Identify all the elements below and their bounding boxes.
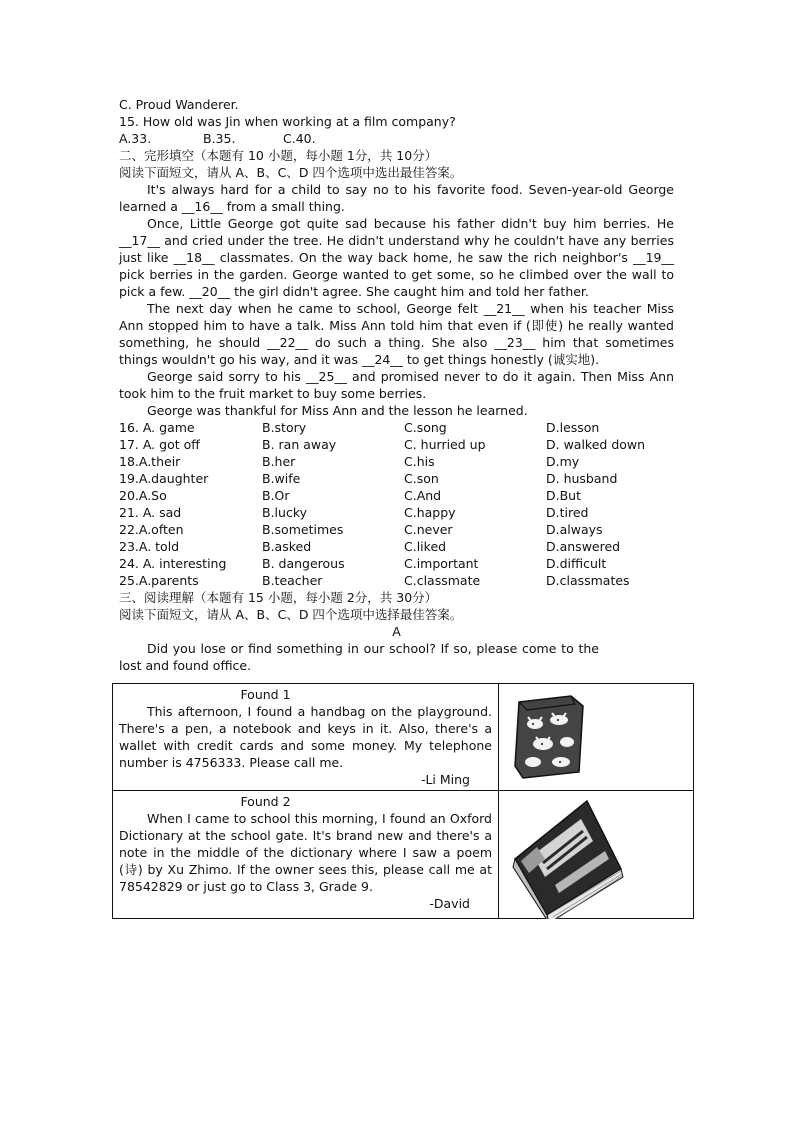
- handbag-icon: [499, 684, 693, 786]
- option-b: B. ran away: [262, 437, 337, 452]
- option-c: C.classmate: [404, 573, 481, 588]
- question-15: 15. How old was Jin when working at a film company?: [119, 114, 456, 129]
- option-row: [119, 521, 674, 538]
- found-2-signature: -David: [429, 896, 470, 911]
- passage-label: A: [392, 624, 401, 639]
- cloze-paragraph: Once, Little George got quite sad because his father didn't buy him berries. He __17__ and cried under the tree. He didn't understand why he couldn't have any berries just like __18__ classmates. On the way back home, he saw the rich neighbor's __19__ pick berries in the garden. George wanted to get some, so he climbed over the wall to pick a few. __20__ the girl didn't agree. She caught him and told her father.: [119, 216, 674, 299]
- option-a: 25.A.parents: [119, 573, 199, 588]
- document-page: [119, 96, 674, 674]
- option-row: [119, 470, 674, 487]
- option-c: C.important: [404, 556, 479, 571]
- passage-intro: Did you lose or find something in our school? If so, please come to the lost and found office.: [119, 641, 599, 673]
- option-c: C.And: [404, 488, 442, 503]
- cloze-options: [119, 419, 674, 589]
- option-a: 18.A.their: [119, 454, 181, 469]
- option-a: 22.A.often: [119, 522, 184, 537]
- option-d: D. walked down: [546, 437, 646, 452]
- option-d: D.answered: [546, 539, 621, 554]
- option-a: 20.A.So: [119, 488, 167, 503]
- section2-instruction: 阅读下面短文，请从 A、B、C、D 四个选项中选出最佳答案。: [119, 165, 463, 180]
- option-d: D.my: [546, 454, 580, 469]
- found-1-signature: -Li Ming: [420, 772, 470, 787]
- option-d: D.difficult: [546, 556, 607, 571]
- option-c-line: C. Proud Wanderer.: [119, 97, 239, 112]
- found-1-title: Found 1: [240, 687, 291, 702]
- option-a: 23.A. told: [119, 539, 180, 554]
- option-d: D.always: [546, 522, 603, 537]
- option-a: 21. A. sad: [119, 505, 182, 520]
- option-b: B.sometimes: [262, 522, 344, 537]
- found-1-text: This afternoon, I found a handbag on the playground. There's a pen, a notebook and keys in it. Also, there's a wallet with credit cards and some money. My telephone number is 4756333. Please call me.: [119, 704, 492, 770]
- option-a: 24. A. interesting: [119, 556, 227, 571]
- option-a: 17. A. got off: [119, 437, 200, 452]
- section2-heading: 二、完形填空（本题有 10 小题，每小题 1分，共 10分）: [119, 148, 438, 163]
- option-b: B. dangerous: [262, 556, 345, 571]
- option-a: 16. A. game: [119, 420, 195, 435]
- option-b: B.her: [262, 454, 296, 469]
- found-2-cell: [113, 791, 499, 919]
- found-row: [113, 791, 694, 919]
- found-2-title: Found 2: [240, 794, 291, 809]
- option-c: C. hurried up: [404, 437, 486, 452]
- option-row: [119, 436, 674, 453]
- q15-option-c: C.40.: [283, 131, 316, 146]
- option-d: D.tired: [546, 505, 589, 520]
- option-row: [119, 572, 674, 589]
- section3-instruction: 阅读下面短文，请从 A、B、C、D 四个选项中选择最佳答案。: [119, 607, 463, 622]
- option-d: D. husband: [546, 471, 618, 486]
- option-b: B.story: [262, 420, 307, 435]
- option-a: 19.A.daughter: [119, 471, 209, 486]
- option-c: C.his: [404, 454, 435, 469]
- option-row: [119, 487, 674, 504]
- option-d: D.But: [546, 488, 581, 503]
- option-row: [119, 555, 674, 572]
- q15-option-a: A.33.: [119, 131, 152, 146]
- cloze-paragraph: The next day when he came to school, George felt __21__ when his teacher Miss Ann stopped him to have a talk. Miss Ann told him that even if (即使) he really wanted something, he should __22__ do such a thing. She also __23__ him that sometimes things wouldn't go his way, and it was __24__ to get things honestly (诚实地).: [119, 301, 674, 367]
- option-c: C.song: [404, 420, 447, 435]
- option-c: C.son: [404, 471, 439, 486]
- section3-heading: 三、阅读理解（本题有 15 小题，每小题 2分，共 30分）: [119, 590, 438, 605]
- option-row: [119, 538, 674, 555]
- option-b: B.teacher: [262, 573, 323, 588]
- question-15-options: [119, 130, 674, 147]
- q15-option-b: B.35.: [203, 131, 236, 146]
- option-b: B.Or: [262, 488, 290, 503]
- cloze-paragraph: It's always hard for a child to say no to his favorite food. Seven-year-old George learned a __16__ from a small thing.: [119, 182, 674, 214]
- option-c: C.happy: [404, 505, 456, 520]
- option-b: B.asked: [262, 539, 312, 554]
- cloze-paragraph: George was thankful for Miss Ann and the lesson he learned.: [147, 403, 528, 418]
- option-row: [119, 453, 674, 470]
- found-2-picture-cell: [499, 791, 694, 919]
- option-b: B.lucky: [262, 505, 308, 520]
- found-1-cell: [113, 684, 499, 791]
- option-d: D.classmates: [546, 573, 630, 588]
- option-c: C.never: [404, 522, 453, 537]
- dictionary-icon: [499, 791, 693, 919]
- found-2-text: When I came to school this morning, I found an Oxford Dictionary at the school gate. It's brand new and there's a note in the middle of the dictionary where I saw a poem (诗) by Xu Zhimo. If the owner sees this, please call me at 78542829 or just go to Class 3, Grade 9.: [119, 811, 492, 894]
- found-1-picture-cell: [499, 684, 694, 791]
- lost-and-found-table: [112, 683, 694, 919]
- found-row: [113, 684, 694, 791]
- option-b: B.wife: [262, 471, 301, 486]
- option-d: D.lesson: [546, 420, 600, 435]
- option-row: [119, 419, 674, 436]
- cloze-paragraph: George said sorry to his __25__ and promised never to do it again. Then Miss Ann took him to the fruit market to buy some berries.: [119, 369, 674, 401]
- option-row: [119, 504, 674, 521]
- option-c: C.liked: [404, 539, 447, 554]
